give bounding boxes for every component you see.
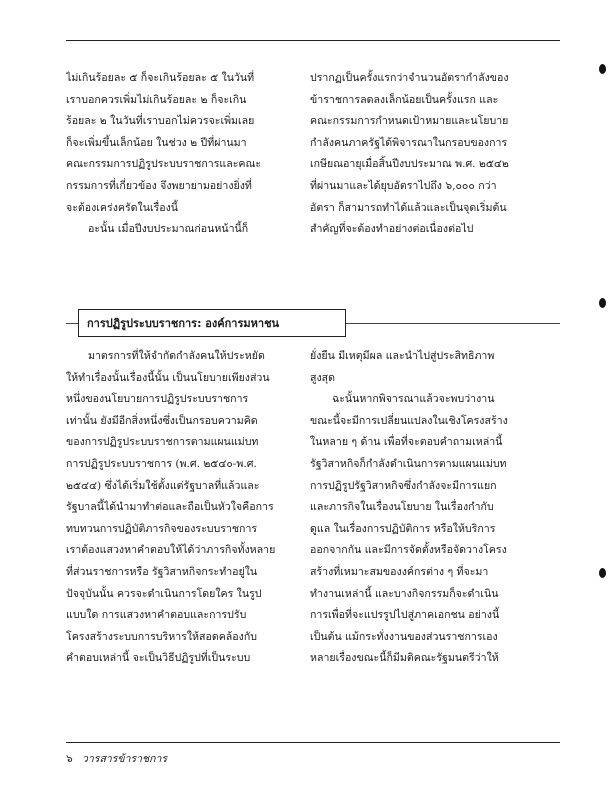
- text-line: รัฐวิสาหกิจก็กำลังดำเนินการตามแผนแม่บท: [310, 457, 507, 470]
- bottom-left-column: [66, 346, 286, 670]
- text-line: คณะกรรมการกำหนดเป้าหมายและนโยบาย: [310, 115, 509, 128]
- text-line: กำลังคนภาครัฐได้พิจารณาในกรอบของการ: [310, 136, 508, 149]
- text-line: สูงสุด: [310, 371, 335, 384]
- text-line: ปัจจุบันนั้น ควรจะดำเนินการโดยใคร ในรูป: [66, 587, 262, 600]
- page-footer: [66, 750, 167, 767]
- text-line: หลายเรื่องขณะนี้ก็มีมติคณะรัฐมนตรีว่าให้: [310, 652, 499, 665]
- text-line: ที่ผ่านมาและได้ยุบอัตราไปถึง ๖,๐๐๐ กว่า: [310, 179, 497, 192]
- text-line: ออกจากกัน และมีการจัดตั้งหรือจัดวางโครง: [310, 544, 507, 557]
- text-line: เป็นต้น แม้กระทั่งงานของส่วนราชการเอง: [310, 630, 498, 643]
- text-line: รัฐบาลนี้ได้นำมาทำต่อและถือเป็นหัวใจคือการ: [66, 501, 274, 514]
- top-right-column: [310, 68, 562, 241]
- text-line: แบบใด การแสวงหาคำตอบและการปรับ: [66, 609, 247, 622]
- text-line: การปฏิรูประบบราชการ (พ.ศ. ๒๕๔๐-พ.ศ.: [66, 457, 257, 470]
- text-line: เกษียณอายุเมื่อสิ้นปีงบประมาณ พ.ศ. ๒๕๔๒: [310, 158, 509, 171]
- text-line: การปฏิรูปรัฐวิสาหกิจซึ่งกำลังจะมีการแยก: [310, 479, 497, 492]
- top-rule: [66, 40, 560, 41]
- text-line: เท่านั้น ยังมีอีกสิ่งหนึ่งซึ่งเป็นกรอบความคิด: [66, 414, 258, 427]
- publication-name: วารสารข้าราชการ: [82, 753, 168, 765]
- text-line: คณะกรรมการปฏิรูประบบราชการและคณะ: [66, 158, 262, 171]
- text-line: ก็จะเพิ่มขึ้นเล็กน้อย ในช่วง ๒ ปีที่ผ่านมา: [66, 136, 247, 149]
- text-line: ของการปฏิรูประบบราชการตามแผนแม่บท: [66, 436, 259, 449]
- text-line: ในหลาย ๆ ด้าน เพื่อที่จะตอบคำถามเหล่านี้: [310, 436, 503, 449]
- text-line: คำตอบเหล่านี้ จะเป็นวิธีปฏิรูปที่เป็นระบบ: [66, 652, 251, 665]
- text-line: ทำงานเหล่านี้ และบางกิจกรรมก็จะดำเนิน: [310, 587, 499, 600]
- text-line: โครงสร้างระบบการบริหารให้สอดคล้องกับ: [66, 630, 257, 643]
- binding-hole-mark: [599, 64, 606, 74]
- section-title: การปฏิรูประบบราชการ: องค์การมหาชน: [87, 317, 280, 330]
- text-line: สร้างที่เหมาะสมของงค์กรต่าง ๆ ที่จะมา: [310, 565, 489, 578]
- section-heading-box: [78, 309, 346, 337]
- text-line: ดูแล ในเรื่องการปฏิบัติการ หรือให้บริการ: [310, 522, 496, 535]
- text-line: ทบทวนการปฏิบัติภารกิจของระบบราชการ: [66, 522, 258, 535]
- text-line: ร้อยละ ๒ ในวันที่เราบอกไม่ควรจะเพิ่มเลย: [66, 115, 255, 128]
- text-line: ยั่งยืน มีเหตุมีผล และนำไปสู่ประสิทธิภาพ: [310, 350, 495, 362]
- text-line: ๒๕๔๔) ซึ่งได้เริ่มใช้ตั้งแต่รัฐบาลที่แล้วและ: [66, 479, 260, 492]
- text-line: ฉะนั้นหากพิจารณาแล้วจะพบว่างาน: [332, 393, 495, 406]
- binding-hole-mark: [599, 568, 606, 578]
- text-line: สำคัญที่จะต้องทำอย่างต่อเนื่องต่อไป: [310, 223, 474, 236]
- text-line: ขณะนี้จะมีการเปลี่ยนแปลงในเชิงโครงสร้าง: [310, 414, 508, 427]
- text-line: เราบอกควรเพิ่มไม่เกินร้อยละ ๒ ก็จะเกิน: [66, 93, 247, 106]
- binding-hole-mark: [599, 298, 606, 308]
- text-line: จะต้องเคร่งครัดในเรื่องนี้: [66, 201, 179, 214]
- page-number: ๖: [66, 753, 73, 765]
- text-line: ที่ส่วนราชการหรือ รัฐวิสาหกิจกระทำอยู่ใน: [66, 565, 258, 578]
- bottom-rule: [66, 742, 560, 743]
- text-line: ข้าราชการลดลงเล็กน้อยเป็นครั้งแรก และ: [310, 93, 499, 106]
- text-line: กรรมการที่เกี่ยวข้อง จึงพยายามอย่างยิ่งที่: [66, 179, 252, 192]
- text-line: อัตรา ก็สามารถทำได้แล้วและเป็นจุดเริ่มต้น: [310, 201, 507, 214]
- text-line: เราต้องแสวงหาคำตอบให้ได้ว่าภารกิจทั้งหลาย: [66, 544, 276, 557]
- text-line: หนึ่งของนโยบายการปฏิรูประบบราชการ: [66, 393, 249, 406]
- text-line: ให้ทำเรื่องนั้นเรื่องนี้นั้น เป็นนโยบายเพียงส่วน: [66, 371, 270, 384]
- text-line: อะนั้น เมื่อปีงบประมาณก่อนหน้านี้ก็: [88, 223, 249, 236]
- text-line: มาตรการที่ให้จำกัดกำลังคนให้ประหยัด: [88, 350, 265, 362]
- bottom-right-column: [310, 346, 562, 670]
- text-line: และภารกิจในเรื่องนโยบาย ในเรื่องกำกับ: [310, 501, 494, 514]
- text-line: การเพื่อที่จะแปรรูปไปสู่ภาคเอกชน อย่างนี้: [310, 609, 500, 622]
- text-line: ปรากฏเป็นครั้งแรกว่าจำนวนอัตรากำลังของ: [310, 72, 509, 84]
- top-left-column: [66, 68, 286, 241]
- text-line: ไม่เกินร้อยละ ๕ ก็จะเกินร้อยละ ๕ ในวันที่: [66, 72, 255, 84]
